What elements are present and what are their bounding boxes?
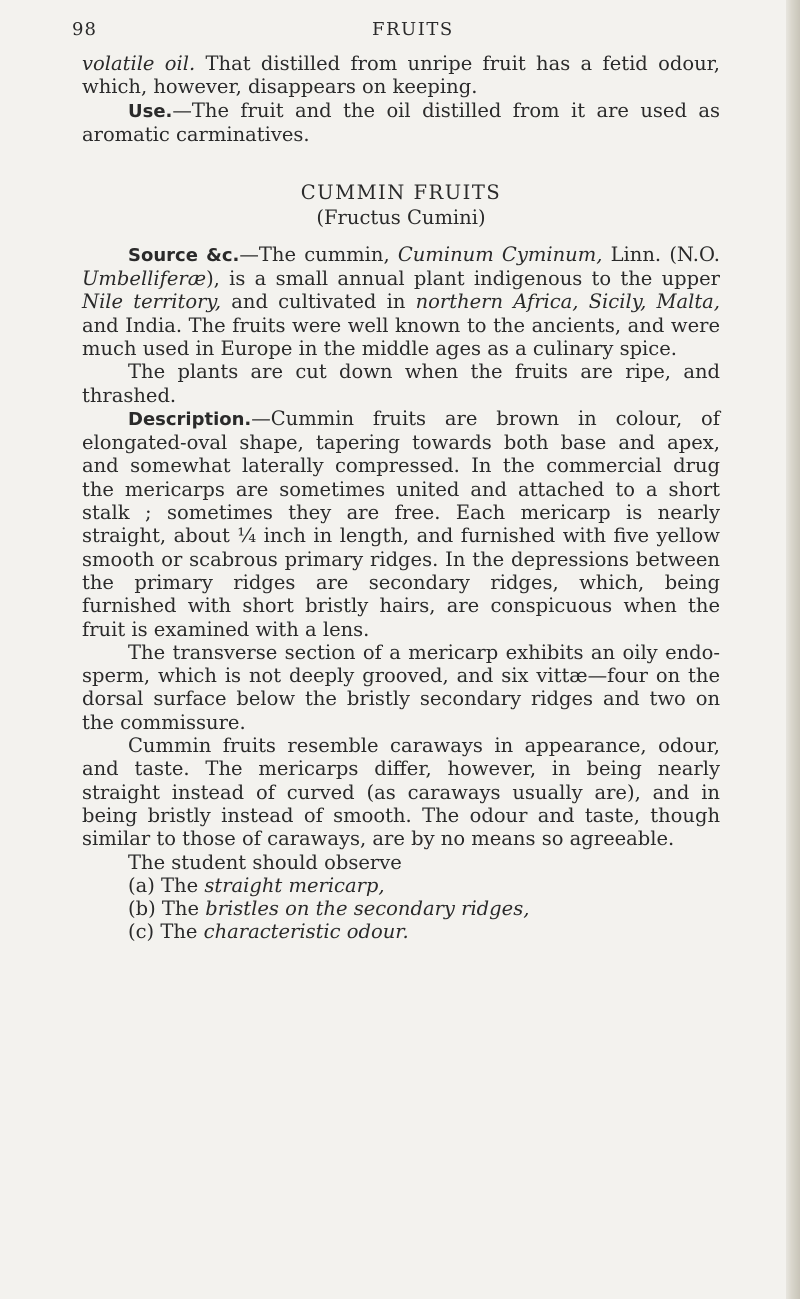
source-territory: Nile territory, — [82, 290, 222, 314]
intro-term: volatile oil. — [82, 52, 196, 75]
transverse-paragraph: The transverse section of a mericarp exhibits an oily endo-sperm, which is not deeply grooved, and six vittæ—four on the dorsal surface below the bristly secondary ridges and two on the commissure. — [82, 640, 720, 734]
observe-list — [128, 874, 720, 944]
list-item-text: straight mericarp, — [204, 873, 385, 897]
source-species: Cuminum Cyminum, — [397, 242, 603, 266]
list-lead: The — [160, 920, 204, 944]
source-text-4: and cultivated in — [221, 290, 416, 314]
section-subtitle: (Fructus Cumini) — [316, 206, 486, 230]
harvest-paragraph: The plants are cut down when the fruits are ripe, and thrashed. — [82, 360, 720, 407]
comparison-paragraph: Cummin fruits resemble caraways in appearance, odour, and taste. The mericarps differ, however, in being nearly straight instead of curved (as caraways usually are), and in being bristly instead of smooth. The odour and taste, though similar to those of caraways, are by no means so agreeable. — [82, 734, 720, 851]
list-item — [128, 874, 720, 897]
list-item — [128, 897, 720, 920]
source-text-1: —The cummin, — [239, 242, 398, 266]
observe-intro: The student should observe — [128, 850, 402, 874]
source-heading: Source &c. — [128, 244, 240, 266]
source-text-3: ), is a small annual plant indigenous to the upper — [206, 267, 720, 291]
use-heading: Use. — [128, 100, 173, 122]
use-text: —The fruit and the oil distilled from it are used as aromatic carminatives. — [82, 98, 720, 146]
list-lead: The — [161, 873, 205, 897]
description-heading: Description. — [128, 408, 252, 430]
list-item-text: bristles on the secondary ridges, — [205, 897, 530, 921]
list-marker: (b) — [128, 897, 156, 921]
source-text-5: and India. The fruits were well known to the ancients, and were much used in Europe in the middle ages as a culinary spice. — [82, 313, 720, 360]
source-order: Umbelliferæ — [82, 267, 207, 291]
list-marker: (a) — [128, 873, 155, 897]
book-page — [72, 18, 721, 944]
page-edge-shadow — [786, 0, 800, 1299]
list-item — [128, 920, 720, 943]
page-number: 98 — [72, 19, 97, 40]
source-regions: northern Africa, Sicily, Malta, — [415, 290, 720, 314]
source-text-2: Linn. (N.O. — [602, 242, 720, 266]
section-title: CUMMIN FRUITS — [300, 181, 502, 205]
intro-paragraph — [82, 52, 720, 99]
use-paragraph — [82, 99, 720, 147]
list-lead: The — [161, 897, 206, 921]
list-item-text: characteristic odour. — [203, 920, 409, 944]
description-paragraph — [82, 407, 720, 641]
description-text: —Cummin fruits are brown in colour, of elongated-oval shape, tapering towards both base and apex, and somewhat laterally compressed. In the commercial drug the mericarps are sometimes united and attached to a short stalk ; sometimes they are free. Each mericarp is nearly straight, about ¼ inch in length, and furnished with five yellow smooth or scabrous primary ridges. In the depressions between the primary ridges are secondary ridges, which, being furnished with short bristly hairs, are conspicuous when the fruit is examined with a lens. — [82, 406, 720, 641]
intro-text: That distilled from unripe fruit has a fetid odour, which, however, disappears on keeping. — [82, 52, 721, 99]
list-marker: (c) — [128, 920, 155, 944]
page-header — [72, 18, 720, 52]
source-paragraph — [82, 243, 720, 360]
running-head: FRUITS — [372, 19, 454, 40]
